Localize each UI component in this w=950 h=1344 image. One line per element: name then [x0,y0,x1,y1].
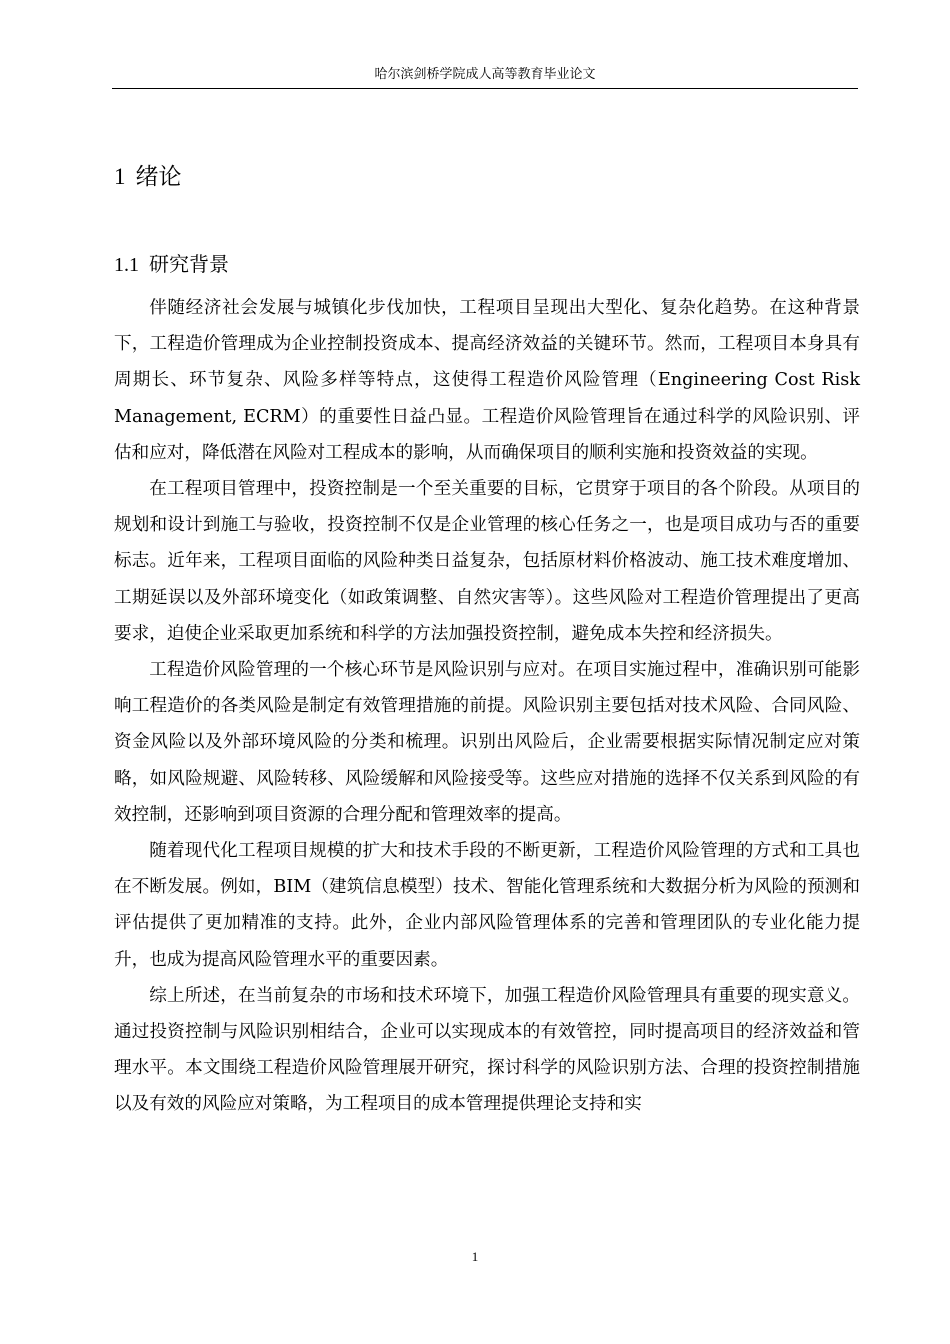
body-text [114,290,860,1123]
section-title: 研究背景 [149,252,229,276]
paragraph: 在工程项目管理中，投资控制是一个至关重要的目标，它贯穿于项目的各个阶段。从项目的规划和设计到施工与验收，投资控制不仅是企业管理的核心任务之一，也是项目成功与否的重要标志。近年来，工程项目面临的风险种类日益复杂，包括原材料价格波动、施工技术难度增加、工期延误以及外部环境变化（如政策调整、自然灾害等）。这些风险对工程造价管理提出了更高要求，迫使企业采取更加系统和科学的方法加强投资控制，避免成本失控和经济损失。 [114,479,860,644]
page-number: 1 [471,1249,479,1264]
chapter-heading [114,160,182,194]
chapter-title: 绪论 [135,164,182,190]
paragraph: 伴随经济社会发展与城镇化步伐加快，工程项目呈现出大型化、复杂化趋势。在这种背景下，工程造价管理成为企业控制投资成本、提高经济效益的关键环节。然而，工程项目本身具有周期长、环节复杂、风险多样等特点，这使得工程造价风险管理（Engineering Cost Risk Management, ECRM）的重要性日益凸显。工程造价风险管理旨在通过科学的风险识别、评估和应对，降低潜在风险对工程成本的影响，从而确保项目的顺利实施和投资效益的实现。 [114,298,860,463]
section-heading [114,248,229,281]
running-header: 哈尔滨剑桥学院成人高等教育毕业论文 [374,67,596,82]
section-number: 1.1 [114,254,139,276]
chapter-number: 1 [114,164,126,189]
header-rule [112,88,858,89]
paragraph: 综上所述，在当前复杂的市场和技术环境下，加强工程造价风险管理具有重要的现实意义。通过投资控制与风险识别相结合，企业可以实现成本的有效管控，同时提高项目的经济效益和管理水平。本文围绕工程造价风险管理展开研究，探讨科学的风险识别方法、合理的投资控制措施以及有效的风险应对策略，为工程项目的成本管理提供理论支持和实 [114,985,860,1115]
paragraph: 随着现代化工程项目规模的扩大和技术手段的不断更新，工程造价风险管理的方式和工具也在不断发展。例如，BIM（建筑信息模型）技术、智能化管理系统和大数据分析为风险的预测和评估提供了更加精准的支持。此外，企业内部风险管理体系的完善和管理团队的专业化能力提升，也成为提高风险管理水平的重要因素。 [114,841,860,970]
paragraph: 工程造价风险管理的一个核心环节是风险识别与应对。在项目实施过程中，准确识别可能影响工程造价的各类风险是制定有效管理措施的前提。风险识别主要包括对技术风险、合同风险、资金风险以及外部环境风险的分类和梳理。识别出风险后，企业需要根据实际情况制定应对策略，如风险规避、风险转移、风险缓解和风险接受等。这些应对措施的选择不仅关系到风险的有效控制，还影响到项目资源的合理分配和管理效率的提高。 [114,660,860,825]
